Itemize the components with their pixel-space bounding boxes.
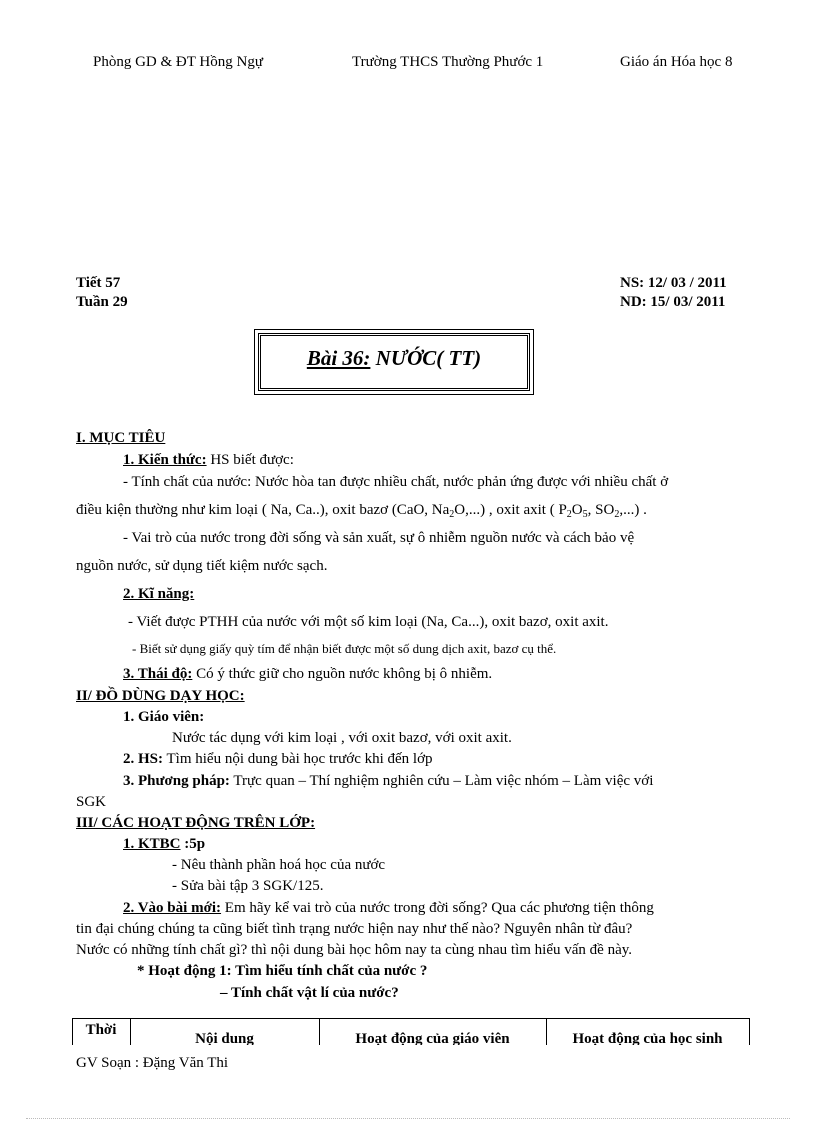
teacher-label: 1. Giáo viên: xyxy=(123,709,205,725)
teacher-text: Nước tác dụng với kim loại , với oxit bazơ, với oxit axit. xyxy=(172,730,512,746)
ktbc-item-2: - Sửa bài tập 3 SGK/125. xyxy=(172,878,324,894)
page-bottom-dotted-line xyxy=(26,1118,790,1119)
attitude-label: 3. Thái độ: xyxy=(123,666,193,682)
knowledge-line-3: - Vai trò của nước trong đời sống và sản xuất, sự ô nhiễm nguồn nước và cách bảo vệ xyxy=(123,530,635,546)
students-label: 2. HS: xyxy=(123,751,164,767)
ktbc-time: :5p xyxy=(180,836,206,852)
lesson-title xyxy=(261,346,527,371)
knowledge-label: 1. Kiến thức: xyxy=(123,452,207,468)
header-subject: Giáo án Hóa học 8 xyxy=(620,54,733,70)
kl2-e: ,...) . xyxy=(619,502,647,518)
date-nd: ND: 15/ 03/ 2011 xyxy=(620,294,726,310)
week-number: Tuần 29 xyxy=(76,294,128,310)
kl2-sub4: 2 xyxy=(614,509,620,520)
table-header-student: Hoạt động của học sinh xyxy=(572,1031,723,1045)
activity-1-subheading: – Tính chất vật lí của nước? xyxy=(220,985,399,1001)
table-header-time: Thời xyxy=(85,1022,117,1038)
intro-text-1: Em hãy kể vai trò của nước trong đời sống? Qua các phương tiện thông xyxy=(221,900,654,916)
ktbc-item-1: - Nêu thành phần hoá học của nước xyxy=(172,857,386,873)
table-header-teacher: Hoạt động của giáo viên xyxy=(355,1031,510,1045)
header-school-name: Trường THCS Thường Phước 1 xyxy=(352,54,544,70)
kl2-sub2: 2 xyxy=(566,509,572,520)
activity-table-header xyxy=(72,1018,750,1045)
students-line xyxy=(123,751,433,768)
table-header-content: Nội dung xyxy=(195,1031,254,1045)
knowledge-line-2 xyxy=(76,502,647,519)
skills-line-2: - Biết sử dụng giấy quỳ tím để nhận biết được một số dung dịch axit, bazơ cụ thể. xyxy=(132,641,557,656)
intro-label: 2. Vào bài mới: xyxy=(123,900,222,916)
kl2-d: , SO xyxy=(587,502,615,518)
knowledge-line-4: nguồn nước, sử dụng tiết kiệm nước sạch. xyxy=(76,558,328,574)
method-label: 3. Phương pháp: xyxy=(123,773,230,789)
skills-label: 2. Kĩ năng: xyxy=(123,586,195,602)
method-text: Trực quan – Thí nghiệm nghiên cứu – Làm việc nhóm – Làm việc với xyxy=(229,773,654,789)
method-line xyxy=(123,773,653,790)
method-text-cont: SGK xyxy=(76,794,107,810)
lesson-title-name: NƯỚC( TT) xyxy=(370,346,482,370)
students-text: Tìm hiểu nội dung bài học trước khi đến lớp xyxy=(163,751,433,767)
table-border-right xyxy=(749,1019,750,1045)
intro-line-1 xyxy=(123,900,654,917)
kl2-b: O,...) , oxit axit ( P xyxy=(454,502,567,518)
ktbc-label: 1. KTBC xyxy=(123,836,181,852)
section-materials-heading: II/ ĐỒ DÙNG DẠY HỌC: xyxy=(76,688,245,704)
attitude-text: Có ý thức giữ cho nguồn nước không bị ô nhiễm. xyxy=(192,666,493,682)
kl2-sub3: 5 xyxy=(582,509,588,520)
kl2-a: điều kiện thường như kim loại ( Na, Ca..), oxit bazơ (CaO, Na xyxy=(76,502,450,518)
footer-author: GV Soạn : Đặng Văn Thi xyxy=(76,1055,229,1071)
intro-line-2: tin đại chúng chúng ta cũng biết tình trạng nước hiện nay như thế nào? Nguyên nhân từ đâu? xyxy=(76,921,633,937)
section-activities-heading: III/ CÁC HOẠT ĐỘNG TRÊN LỚP: xyxy=(76,815,316,831)
intro-line-3: Nước có những tính chất gì? thì nội dung bài học hôm nay ta cùng nhau tìm hiểu vấn đề này. xyxy=(76,942,633,958)
kl2-c: O xyxy=(571,502,583,518)
skills-line-1: - Viết được PTHH của nước với một số kim loại (Na, Ca...), oxit bazơ, oxit axit. xyxy=(128,614,609,630)
title-box xyxy=(258,333,530,391)
date-ns: NS: 12/ 03 / 2011 xyxy=(620,275,727,291)
ktbc-line xyxy=(123,836,205,853)
header-school-office: Phòng GD & ĐT Hồng Ngự xyxy=(93,54,263,70)
kl2-sub1: 2 xyxy=(449,509,455,520)
knowledge-line-1: - Tính chất của nước: Nước hòa tan được nhiều chất, nước phản ứng được với nhiều chất ở xyxy=(123,474,669,490)
knowledge-line xyxy=(123,452,294,469)
attitude-line xyxy=(123,666,492,683)
activity-1-heading: * Hoạt động 1: Tìm hiểu tính chất của nước ? xyxy=(137,963,428,979)
knowledge-text: HS biết được: xyxy=(206,452,294,468)
lesson-title-number: Bài 36: xyxy=(306,346,371,370)
lesson-number: Tiết 57 xyxy=(76,275,121,291)
section-objectives-heading: I. MỤC TIÊU xyxy=(76,430,166,446)
